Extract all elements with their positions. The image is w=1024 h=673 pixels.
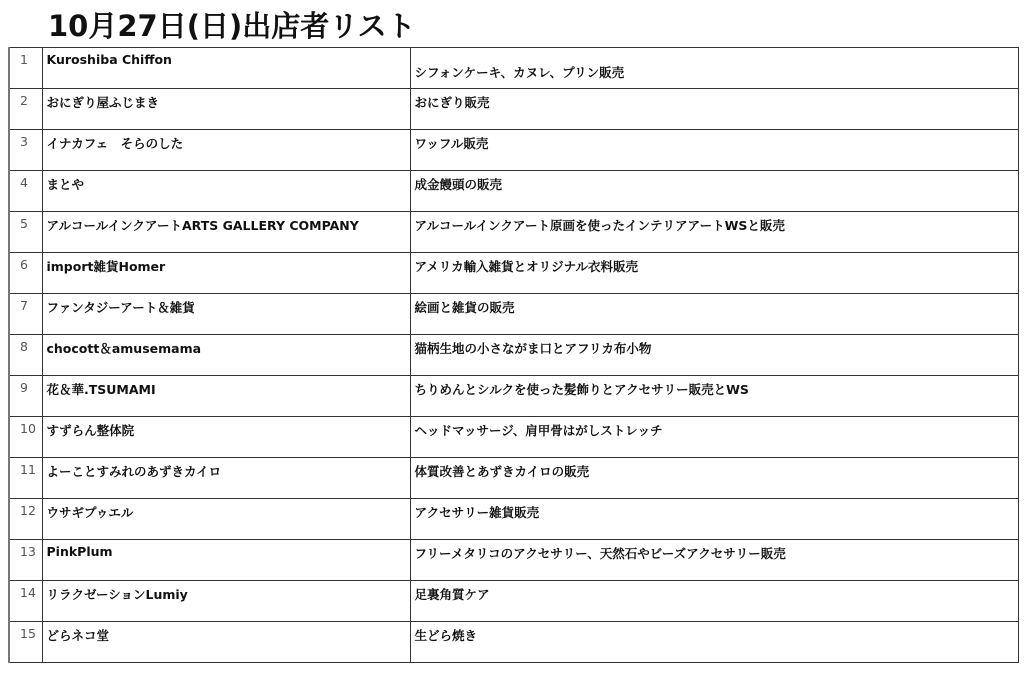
row-number-cell: [9, 499, 42, 540]
table-row: [9, 417, 1019, 458]
row-number-cell: [9, 540, 42, 581]
vendor-description-cell: [410, 171, 1019, 212]
vendor-description-cell: [410, 622, 1019, 663]
vendor-name: おにぎり屋ふじまき: [46, 95, 160, 110]
row-number-cell: [9, 581, 42, 622]
vendor-description-cell: [410, 417, 1019, 458]
row-number: 9: [20, 380, 28, 395]
row-number: 10: [20, 421, 36, 436]
row-number-cell: [9, 458, 42, 499]
vendor-description: おにぎり販売: [414, 95, 490, 110]
vendor-description-cell: [410, 253, 1019, 294]
table-row: [9, 171, 1019, 212]
row-number-cell: [9, 622, 42, 663]
vendor-name-cell: [42, 499, 410, 540]
vendor-name-cell: [42, 48, 410, 89]
vendor-name: イナカフェ そらのした: [46, 136, 184, 151]
row-number-cell: [9, 294, 42, 335]
vendor-name-cell: [42, 171, 410, 212]
vendor-description-cell: [410, 499, 1019, 540]
vendor-name: まとや: [46, 177, 85, 192]
vendor-name: すずらん整体院: [46, 423, 135, 438]
vendor-description-cell: [410, 540, 1019, 581]
row-number: 7: [20, 298, 28, 313]
vendor-description-cell: [410, 130, 1019, 171]
vendor-description: アメリカ輸入雑貨とオリジナル衣料販売: [414, 259, 639, 274]
row-number-cell: [9, 171, 42, 212]
vendor-name-cell: [42, 335, 410, 376]
row-number: 12: [20, 503, 36, 518]
table-row: [9, 376, 1019, 417]
vendor-name: chocott＆amusemama: [46, 341, 202, 356]
vendor-description: フリーメタリコのアクセサリー、天然石やビーズアクセサリー販売: [414, 546, 786, 561]
vendor-description-cell: [410, 376, 1019, 417]
page-title: 10月27日(日)出店者リスト: [48, 9, 416, 43]
table-row: [9, 130, 1019, 171]
vendor-description: アルコールインクアート原画を使ったインテリアアートWSと販売: [414, 218, 785, 233]
row-number: 2: [20, 93, 28, 108]
vendor-description-cell: [410, 212, 1019, 253]
vendor-description: アクセサリー雑貨販売: [414, 505, 540, 520]
vendor-name-cell: [42, 417, 410, 458]
row-number: 11: [20, 462, 36, 477]
table-row: [9, 48, 1019, 89]
vendor-name-cell: [42, 581, 410, 622]
table-row: [9, 253, 1019, 294]
vendor-name-cell: [42, 294, 410, 335]
row-number-cell: [9, 417, 42, 458]
row-number: 1: [20, 52, 28, 67]
vendor-name: import雑貨Homer: [46, 259, 166, 274]
row-number: 4: [20, 175, 28, 190]
vendor-description: 成金饅頭の販売: [414, 177, 503, 192]
vendor-name-cell: [42, 89, 410, 130]
row-number-cell: [9, 89, 42, 130]
row-number: 8: [20, 339, 28, 354]
row-number-cell: [9, 335, 42, 376]
row-number-cell: [9, 130, 42, 171]
vendor-description-cell: [410, 48, 1019, 89]
vendor-name-cell: [42, 458, 410, 499]
vendor-description: シフォンケーキ、カヌレ、プリン販売: [414, 65, 625, 80]
table-row: [9, 622, 1019, 663]
vendor-name: ファンタジーアート＆雑貨: [46, 300, 195, 315]
vendor-name: 花＆華.TSUMAMI: [46, 382, 156, 397]
row-number-cell: [9, 376, 42, 417]
vendor-name: PinkPlum: [46, 544, 113, 559]
vendor-name: ウサギプゥエル: [46, 505, 134, 520]
row-number-cell: [9, 212, 42, 253]
vendor-description: 猫柄生地の小さながま口とアフリカ布小物: [414, 341, 652, 356]
row-number: 6: [20, 257, 28, 272]
table-row: [9, 294, 1019, 335]
table-row: [9, 458, 1019, 499]
vendor-description-cell: [410, 89, 1019, 130]
vendor-name: Kuroshiba Chiffon: [46, 52, 172, 67]
vendor-description-cell: [410, 294, 1019, 335]
vendor-name: どらネコ堂: [46, 628, 110, 643]
table-row: [9, 89, 1019, 130]
vendor-description: 体質改善とあずきカイロの販売: [414, 464, 590, 479]
vendor-name-cell: [42, 540, 410, 581]
table-row: [9, 335, 1019, 376]
table-row: [9, 212, 1019, 253]
vendor-name-cell: [42, 253, 410, 294]
vendor-name: よーことすみれのあずきカイロ: [46, 464, 222, 479]
vendor-name-cell: [42, 212, 410, 253]
vendor-name: リラクゼーションLumiy: [46, 587, 188, 602]
vendor-table: [8, 47, 1019, 663]
vendor-description: 絵画と雑貨の販売: [414, 300, 515, 315]
row-number: 5: [20, 216, 28, 231]
vendor-description: 足裏角質ケア: [414, 587, 490, 602]
vendor-description: ヘッドマッサージ、肩甲骨はがしストレッチ: [414, 423, 663, 438]
row-number: 13: [20, 544, 36, 559]
row-number-cell: [9, 48, 42, 89]
vendor-name-cell: [42, 130, 410, 171]
vendor-description: ちりめんとシルクを使った髪飾りとアクセサリー販売とWS: [414, 382, 749, 397]
vendor-description-cell: [410, 581, 1019, 622]
table-row: [9, 581, 1019, 622]
vendor-description: ワッフル販売: [414, 136, 489, 151]
row-number: 14: [20, 585, 36, 600]
vendor-name: アルコールインクアートARTS GALLERY COMPANY: [46, 218, 359, 233]
table-row: [9, 540, 1019, 581]
vendor-description-cell: [410, 335, 1019, 376]
row-number-cell: [9, 253, 42, 294]
row-number: 3: [20, 134, 28, 149]
table-row: [9, 499, 1019, 540]
vendor-name-cell: [42, 376, 410, 417]
vendor-description-cell: [410, 458, 1019, 499]
row-number: 15: [20, 626, 36, 641]
vendor-description: 生どら焼き: [414, 628, 478, 643]
vendor-name-cell: [42, 622, 410, 663]
